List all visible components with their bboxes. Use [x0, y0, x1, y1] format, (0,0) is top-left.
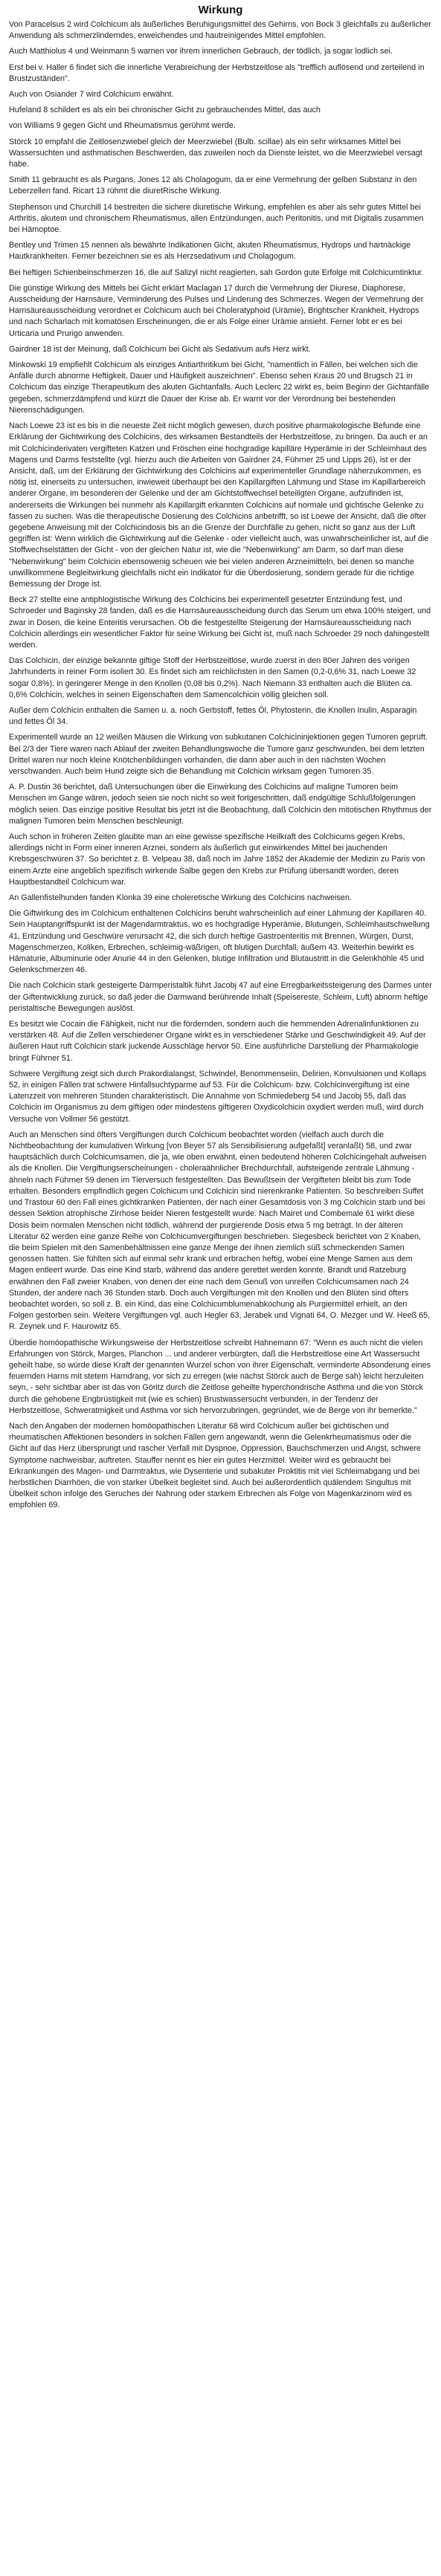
article-body [9, 19, 432, 1512]
article-title: Wirkung [198, 4, 243, 16]
article-paragraph: Es besitzt wie Cocain die Fähigkeit, nicht nur die fördernden, sondern auch die hemmenden Adrenalinfunktionen zu verstärken 48. Auf die Zellen verschiedener Organe wirkt es in verschiedener Stärke und Geschwindigkeit 49. Auf der äußeren Haut ruft Colchicin stark juckende Ausschläge hervor 50. Eine ausführliche Darstellung der Pharmakologie bringt Führner 51. [9, 1020, 426, 1063]
article-paragraph: Störck 10 empfahl die Zeitlosenzwiebel gleich der Meerzwiebel (Bulb. scillae) als ein sehr wirksames Mittel bei Wassersuchten und asthmatischen Beschwerden, das zuweilen noch da Dienste leistet, wo die Meerzwiebel versagt habe. [9, 137, 422, 169]
article-paragraph: Auch schon in früheren Zeiten glaubte man an eine gewisse spezifische Heilkraft des Colchicums gegen Krebs, allerdings nicht in Form einer inneren Arznei, sondern als äußerlich gut einwirkendes Mittel bei jauchenden Krebsgeschwüren 37. So berichtet z. B. Velpeau 38, daß noch im Jahre 1852 der Akademie der Medizin zu Paris von einem Arzte eine angeblich spezifisch wirkende Salbe gegen den Krebs zur Prüfung übersandt worden, deren Hauptbestandteil Colchicum war. [9, 832, 425, 887]
article-paragraph: Überdie homöopathische Wirkungsweise der Herbstzeitlose schreibt Hahnemann 67: "Wenn es auch nicht die vielen Erfahrungen von Störck, Marges, Planchon ... und anderer verbürgten, daß die Herbstzeitlose eine Art Wassersucht geheilt habe, so würde diese Kraft der genannten Wurzel schon von ihrer Eigenschaft, verminderte Absonderung eines feuernden Harns mit stetem Harndrang, vor sich zu erregen (wie nächst Störck auch de Berge sah) leicht herzuleiten seyn, - sehr sichtbar aber ist das von Göritz durch die Zeitlose geheilte hyperchondrische Asthma und die von Störck durch die gehobene Engbrüstigkeit mit (wie es schien) Brustwassersucht verbunden, in der Tendenz der Herbstzeitlose, Schweratmigkeit und Asthma vor sich hervorzubringen, gegründet, wie de Berge von ihr bemerkte." [9, 1338, 431, 1415]
article-paragraph: Erst bei v. Haller 6 findet sich die innerliche Verabreichung der Herbstzeitlose als "trefflich auflösend und zerteilend in Brustzuständen". [9, 62, 425, 83]
article-paragraph: Schwere Vergiftung zeigt sich durch Prakordialangst, Schwindel, Benommenseiin, Delirien, Konvulsionen und Kollaps 52, in einigen Fällen trat schwere Hinfallsuchtyparme auf 53. Für die Colchicum- bzw. Colchicinvergiftung ist eine Latenzzeit von mehreren Stunden charakteristisch. Die Annahme von Schmiedeberg 54 und Jacobj 55, daß das Colchicin im Organismus zu dem giftigen oder mindestens giftigeren Oxydicolchicin oxydiert werden muß, wird durch Versuche von Vollmer 56 gestützt. [9, 1069, 427, 1124]
article-paragraph: Außer dem Colchicin enthalten die Samen u. a. noch Gerbstoff, fettes Öl, Phytosterin, die Knollen Inulin, Asparagin und fettes Öl 34. [9, 705, 417, 727]
article-paragraph: Minkowski 19 empfiehlt Colchicum als einziges Antiarthritikum bei Gicht, "namentlich in Fällen, bei welchen sich die Anfälle durch abnorme Heftigkeit, Dauer und Häufigkeit auszeichnen". Ebenso sehen Kraus 20 und Brugsch 21 in Colchicum das einzige Therapeutikum des akuten Gichtanfalls. Auch Leclerc 22 wirkt es, beim Beginn der Gichtanfälle gegeben, schmerzdämpfend und kürzt die Dauer der Krise ab. Er warnt vor der Verordnung bei bestehenden Nierenschädigungen. [9, 360, 430, 415]
article-paragraph: Auch von Osiander 7 wird Colchicum erwähnt. [9, 90, 174, 100]
article-paragraph: Von Paracelsus 2 wird Colchicum als äußerliches Beruhigungsmittel des Gehirns, von Bock 3 gleichfalls zu äußerlicher Anwendung als schmerzlinderndes, erweichendes und hautreinigendes Mittel empfohlen. [9, 20, 431, 41]
article-paragraph: Smith 11 gebraucht es als Purgans, Jones 12 als Cholagogum, da er eine Vermehrung der gelben Substanz in den Leberzellen fand. Ricart 13 rühmt die diuretRische Wirkung. [9, 175, 417, 196]
article-paragraph: Das Colchicin, der einzige bekannte giftige Stoff der Herbstzeitlose, wurde zuerst in den 80er Jahren des vorigen Jahrhunderts in reiner Form isoliert 30. Es findet sich am reichlichsten in den Samen (0,2-0,6% 31, nach Loewe 32 sogar 0,8%), in geringerer Menge in den Knollen (0,08 bis 0,2%). Nach Niemann 33 enthalten auch die Blüten ca. 0,6% Colchicin, welches in seinen Eigenschaften dem Samencolchicin völlig gleichen soll. [9, 656, 416, 699]
article-paragraph: Stephenson und Churchill 14 bestreiten die sichere diuretische Wirkung, empfehlen es aber als sehr gutes Mittel bei Arthritis, akutem und chronischem Rheumatismus, allen Entzündungen, auch Peritonitis, und mit Digitalis zusammen bei Hämoptoe. [9, 202, 424, 235]
article-paragraph: Bei heftigen Schienbeinschmerzen 16, die auf Salizyl nicht reagierten, sah Gordon gute Erfolge mit Colchicumtinktur. [9, 268, 424, 277]
article-paragraph: Nach Loewe 23 ist es bis in die neueste Zeit nicht möglich gewesen, durch positive pharmakologische Befunde eine Erklärung der Gichtwirkung des Colchicins, des wirksamen Bestandteils der Herbstzeitlose, zu bringen. Da auch er an mit Colchicinderivaten vergifteten Katzen und Fröschen eine hochgradige kapilläre Hyperämie in der Schleimhaut des Magens und Darms feststellte (vgl. hierzu auch die Arbeiten von Gairdner 24, Führner 25 und Lipps 26), ist er der Ansicht, daß, um der Erklärung der Gichtwirkung des Colchicins auf experimenteller Grundlage näherzukommen, es nötig ist, einerseits zu untersuchen, inwieweit überhaupt bei den Kapillargiften Lähmung und Stase im Kapillarbereich anderer Organe, im besonderen der Gelenke und der am Gichtstoffwechsel beteiligten Organe, aufzufinden ist, andererseits die Wirkungen bei nunmehr als Kapillargift erkannten Colchicins auf normale und gichtische Gelenke zu fassen zu suchen. Was die therapeutische Dosierung des Colchicins anbetrifft, so ist Loewe der Ansicht, daß die öfter gegebene Anweisung mit der Colchicindosis bis an die Grenze der Durchfälle zu gehen, nicht so ganz aus der Luft gegriffen ist: Wenn wirklich die Gichtwirkung auf die Gelenke - oder vielleicht auch, was unwahrscheinlicher ist, auf die Stoffwechselstätten der Gicht - von der gleichen Natur ist, wie die "Nebenwirkung" am Darm, so darf man diese "Nebenwirkung" beim Colchicin ebensowenig scheuen wie bei vielen anderen Arzneimitteln, bei denen so manche unwillkommene Begleitwirkung gleichfalls nicht ein Indikator für die Überdosierung, sondern gerade für die richtige Bemessung der Droge ist. [9, 421, 429, 589]
article-paragraph: Beck 27 stellte eine antiphlogistische Wirkung des Colchicins bei experimentell gesetzter Entzündung fest, und Schroeder und Baginsky 28 fanden, daß es die Harnsäureausscheidung durch das Serum um etwa 100% steigert, und zwar in Dosen, die keine Enteritis verursachen. Ob die festgestellte Steigerung der Harnsäureausscheidung nach Colchicin allerdings ein wesentlicher Faktor für seine Wirkung bei Gicht ist, muß nach Schroeder 29 noch dahingestellt werden. [9, 595, 431, 650]
article-paragraph: Die nach Colchicin stark gesteigerte Darmperistaltik führt Jacobj 47 auf eine Erregbarkeitssteigerung des Darmes unter der Giftentwicklung zurück, so daß jeder die Darmwand berührende Inhalt (Speisereste, Schleim, Luft) abnorm heftige peristaltische Bewegungen auslöst. [9, 981, 432, 1013]
article-paragraph: Die günstige Wirkung des Mittels bei Gicht erklärt Maclagan 17 durch die Vermehrung der Diurese, Diaphorese, Ausscheidung der Harnsäure, Verminderung des Pulses und Linderung des Schmerzes. Wegen der Vermehrung der Harnsäureausscheidung verordnet er Colchicum auch bei Choleratyphoid (Urämie), Brightscher Krankheit, Hydrops und nach Scharlach mit komatösen Erscheinungen, die er als Folge einer Urämie ansieht. Ferner lobt er es bei Urticaria und Prurigo anwenden. [9, 283, 424, 338]
article-paragraph: Auch an Menschen sind öfters Vergiftungen durch Colchicum beobachtet worden (vielfach auch durch die Nichtbeobachtung der kumulativen Wirkung [von Beyer 57 als Sensibilisierung aufgefaßt] veranlaßt) 58, und zwar hauptsächlich durch Colchicumsamen, die ja, wie oben erwähnt, einen bedeutend höheren Colchicingehalt aufweisen als die Knollen. Die Vergiftungserscheinungen - choleraähnlicher Brechdurchfall, aufsteigende zentrale Lähmung - ähneln nach Führner 59 denen im Tierversuch festgestellten. Das Bewußtsein der Vergifteten bleibt bis zum Tode erhalten. Besonders empfindlich gegen Colchicum und Colchicin sind nierenkranke Patienten. So beschreiben Suffet und Trastour 60 den Fall eines gichtkranken Patienten, der nach einer Gesamtdosis von 3 mg Colchicin starb und bei dessen Sektion atrophische Zirrhose beider Nieren festgestellt wurde. Nach Mairet und Combemale 61 wirkt diese Dosis beim normalen Menschen nicht tödlich, während der purgierende Dosis etwa 5 mg beträgt. In der älteren Literatur 62 werden eine ganze Reihe von Colchicumvergiftungen beschrieben. Siegesbeck berichtet von 2 Knaben, die beim Spielen mit den Samenbehältnissen eine ganze Menge der ihnen ziemlich süß schmeckenden Samen genossen hatten. Sie fühlten sich auf einmal sehr krank und erbrachen heftig, wobei eine Menge Samen aus dem Magen entleert wurde. Das eine Kind starb, während das andere gerettet werden konnte. Brandt und Ratzeburg erwähnen den Fall zweier Knaben, von denen der eine nach dem Genuß von unreifen Colchicumsamen nach 24 Stunden, der andere nach 36 Stunden starb. Doch auch Vergiftungen mit den Knollen und den Blüten sind öfters beobachtet worden, so soll z. B. ein Kind, das eine Colchicumblumenabkochung als Purgiermittel erhielt, an den Folgen gestorben sein. Weitere Vergiftungen vgl. auch Hegler 63, Jerabek und Vignati 64, O. Mezger und W. Heeß 65, R. Zeynek und F. Haurowitz 65. [9, 1130, 431, 1332]
article-paragraph: Experimentell wurde an 12 weißen Mäusen die Wirkung von subkutanen Colchicininjektionen gegen Tumoren geprüft. Bei 2/3 der Tiere waren nach Ablauf der zweiten Behandlungswoche die Tumore ganz geschwunden, bei dem letzten Drittel waren nur noch kleine Knötchenbildungen vorhanden, die dann aber auch in den nächsten Wochen verschwanden. Auch beim Hund zeigte sich die Behandlung mit Colchicin wirksam gegen Tumoren 35. [9, 733, 428, 776]
article-paragraph: An Gallenfistelhunden fanden Klonka 39 eine choleretische Wirkung des Colchicins nachweisen. [9, 893, 352, 903]
article-paragraph: Nach den Angaben der modernen homöopathischen Literatur 68 wird Colchicum außer bei gichtischen und rheumatischen Affektionen besonders in solchen Fällen gern angewandt, wenn die Gelenkrheumatismus oder die Gicht auf das Herz übersprungt und rascher Verfall mit Dyspnoe, Oppression, Bauchschmerzen und Angst, schwere Symptome nachweisbar, auftreten. Stauffer nennt es hier ein gutes Herzmittel. Weiter wird es gebraucht bei Erkrankungen des Magen- und Darmtraktus, wie Dysenterie und subakuter Proktitis mit viel Schleimabgang und bei herbstlichen Diarrhöen, die von starker Übelkeit begleitet sind. Auch bei außerordentlich quälendem Singultus mit Übelkeit schon infolge des Geruches der Nahrung oder starkem Erbrechen als Folge von Magenkarzinom wird es empfohlen 69. [9, 1421, 421, 1510]
article-paragraph: A. P. Dustin 36 berichtet, daß Untersuchungen über die Einwirkung des Colchicins auf maligne Tumoren beim Menschen im Gange wären, jedoch seien sie noch nicht so weit fortgeschritten, daß endgültige Schlußfolgerungen möglich seien. Das einzige positive Resultat bis jetzt ist die Beobachtung, daß Colchicin den mitotischen Rhythmus der malignen Tumoren beim Menschen beschleunigt. [9, 783, 432, 826]
article-paragraph: Bentley und Trimen 15 nennen als bewährte Indikationen Gicht, akuten Rheumatismus, Hydrops und hartnäckige Hautkrankheiten. Ferner bezeichnen sie es als Herzsedativum und Cholagogum. [9, 241, 411, 262]
article-paragraph: Auch Matthiolus 4 und Weinmann 5 warnen vor ihrem innerlichen Gebrauch, der tödlich, ja sogar lodlich sei. [9, 47, 393, 56]
article-paragraph: Hufeland 8 schildert es als ein bei chronischer Gicht zu gebrauchendes Mittel, das auch [9, 106, 321, 115]
article-paragraph: von Williams 9 gegen Gicht und Rheumatismus gerühmt werde. [9, 121, 236, 131]
article-paragraph: Die Giftwirkung des im Colchicum enthaltenen Colchicins beruht wahrscheinlich auf einer Lähmung der Kapillaren 40. Sein Hauptangriffspunkt ist der Magendarmtraktus, wo es hochgradige Hyperämie, Blutungen, Schleimhautschwellung 41, Entzündung und Geschwüre verursacht 42, die sich durch heftige Gastroenteritis mit Brennen, Würgen, Durst, Magenschmerzen, Koliken, Erbrechen, schleimig-wäßrigen, oft blutigen Durchfall, äußern 43. Weiterhin bewirkt es Hämaturie, Albuminurie oder Anurie 44 in den Gelenken, blutige Infiltration und Blutaustritt in die Gelenkhöhle 45 und Gelenkschmerzen 46. [9, 909, 430, 975]
article-paragraph: Gairdner 18 ist der Meinung, daß Colchicum bei Gicht als Sedativum aufs Herz wirkt. [9, 344, 311, 354]
